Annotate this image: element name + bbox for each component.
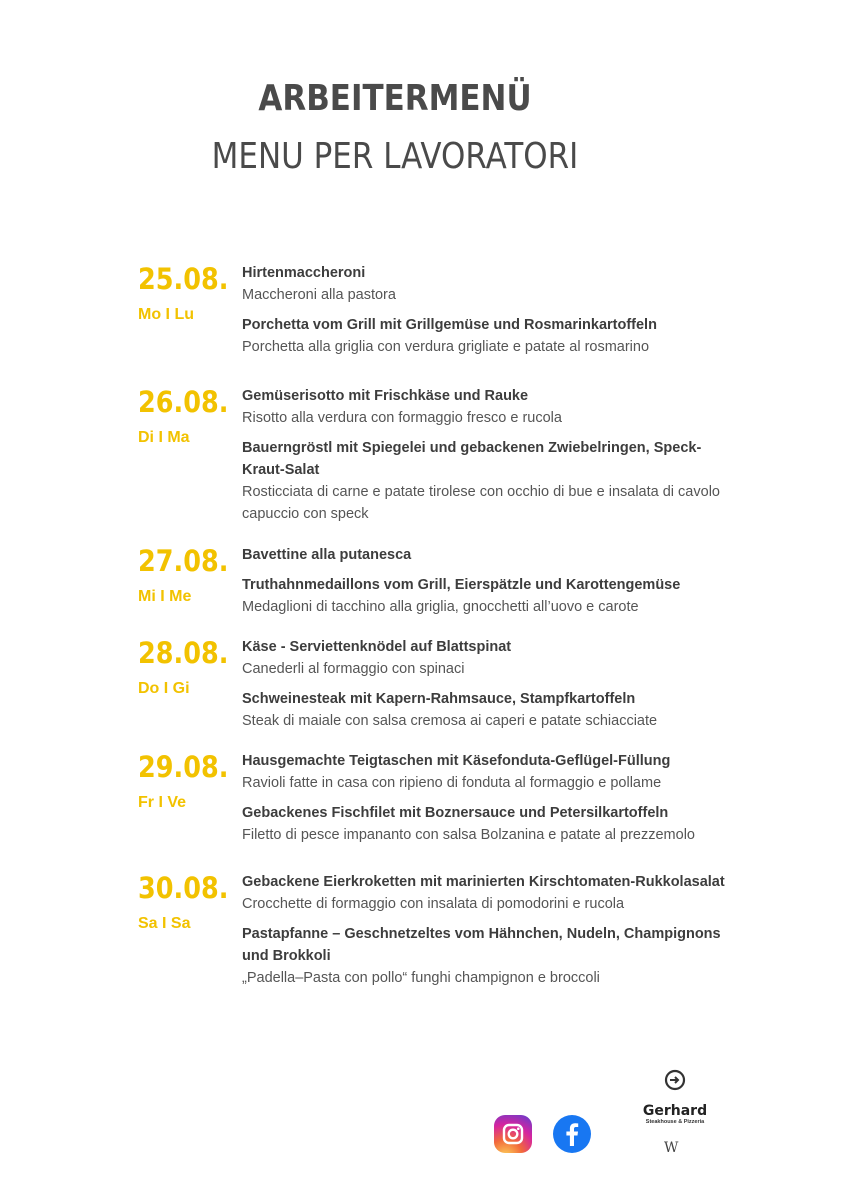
day-date: 25.08.	[138, 262, 229, 296]
dish-name-de: Gebackene Eierkroketten mit marinierten Kirschtomaten-Rukkolasalat	[242, 874, 725, 890]
day-weekday: Mi I Me	[138, 588, 192, 605]
dish-list	[242, 544, 742, 626]
dish-list	[242, 262, 742, 366]
dish-item	[242, 688, 742, 732]
dish-name-it: Risotto alla verdura con formaggio fresco e rucola	[242, 410, 562, 426]
logo-tagline: Steakhouse & Pizzeria	[645, 1119, 705, 1125]
w-logo-mark: W	[664, 1140, 679, 1156]
dish-name-de: Bavettine alla putanesca	[242, 547, 412, 563]
dish-name-de: Hirtenmaccheroni	[242, 265, 366, 281]
day-date: 26.08.	[138, 385, 229, 419]
dish-item	[242, 544, 742, 566]
dish-item	[242, 750, 742, 794]
dish-item	[242, 262, 742, 306]
day-date: 29.08.	[138, 750, 229, 784]
dish-name-it: Canederli al formaggio con spinaci	[242, 661, 465, 677]
dish-list	[242, 636, 742, 740]
dish-name-de: Pastapfanne – Geschnetzeltes vom Hähnchen, Nudeln, Champignons und Brokkoli	[242, 926, 721, 964]
day-weekday: Fr I Ve	[138, 794, 187, 811]
dish-name-it: Filetto di pesce impananto con salsa Bolzanina e patate al prezzemolo	[242, 827, 695, 843]
dish-list	[242, 750, 742, 854]
day-date: 27.08.	[138, 544, 229, 578]
dish-item	[242, 437, 742, 525]
restaurant-logo	[634, 1068, 716, 1125]
day-weekday: Do I Gi	[138, 680, 190, 697]
day-weekday: Sa I Sa	[138, 915, 191, 932]
dish-name-it: Ravioli fatte in casa con ripieno di fonduta al formaggio e pollame	[242, 775, 662, 791]
dish-list	[242, 385, 742, 533]
logo-icon	[634, 1068, 716, 1097]
dish-name-de: Bauerngröstl mit Spiegelei und gebackenen Zwiebelringen, Speck-Kraut-Salat	[242, 440, 702, 478]
logo-name: Gerhard	[642, 1103, 708, 1119]
page-subtitle: MENU PER LAVORATORI	[211, 136, 579, 177]
dish-name-it: Crocchette di formaggio con insalata di pomodorini e rucola	[242, 896, 625, 912]
day-weekday: Mo I Lu	[138, 306, 194, 323]
day-weekday: Di I Ma	[138, 429, 190, 446]
dish-name-de: Truthahnmedaillons vom Grill, Eierspätzle und Karottengemüse	[242, 577, 681, 593]
dish-name-de: Schweinesteak mit Kapern-Rahmsauce, Stampfkartoffeln	[242, 691, 636, 707]
dish-item	[242, 871, 742, 915]
dish-name-de: Käse - Serviettenknödel auf Blattspinat	[242, 639, 512, 655]
dish-item	[242, 923, 742, 989]
dish-item	[242, 574, 742, 618]
dish-name-it: Rosticciata di carne e patate tirolese con occhio di bue e insalata di cavolo capuccio con speck	[242, 484, 720, 522]
dish-name-it: Porchetta alla griglia con verdura grigliate e patate al rosmarino	[242, 339, 650, 355]
dish-name-it: Medaglioni di tacchino alla griglia, gnocchetti all’uovo e carote	[242, 599, 639, 615]
facebook-icon[interactable]	[553, 1115, 591, 1153]
instagram-icon[interactable]	[494, 1115, 532, 1153]
dish-name-de: Hausgemachte Teigtaschen mit Käsefonduta-Geflügel-Füllung	[242, 753, 671, 769]
dish-item	[242, 802, 742, 846]
dish-name-de: Gemüserisotto mit Frischkäse und Rauke	[242, 388, 529, 404]
dish-name-it: Steak di maiale con salsa cremosa ai caperi e patate schiacciate	[242, 713, 658, 729]
day-date: 28.08.	[138, 636, 229, 670]
dish-name-it: Maccheroni alla pastora	[242, 287, 396, 303]
dish-name-de: Gebackenes Fischfilet mit Boznersauce und Petersilkartoffeln	[242, 805, 669, 821]
dish-name-it: „Padella–Pasta con pollo“ funghi champignon e broccoli	[242, 970, 600, 986]
page-title: ARBEITERMENÜ	[258, 78, 532, 119]
dish-item	[242, 385, 742, 429]
day-date: 30.08.	[138, 871, 229, 905]
dish-item	[242, 636, 742, 680]
dish-name-de: Porchetta vom Grill mit Grillgemüse und Rosmarinkartoffeln	[242, 317, 657, 333]
dish-item	[242, 314, 742, 358]
dish-list	[242, 871, 742, 997]
